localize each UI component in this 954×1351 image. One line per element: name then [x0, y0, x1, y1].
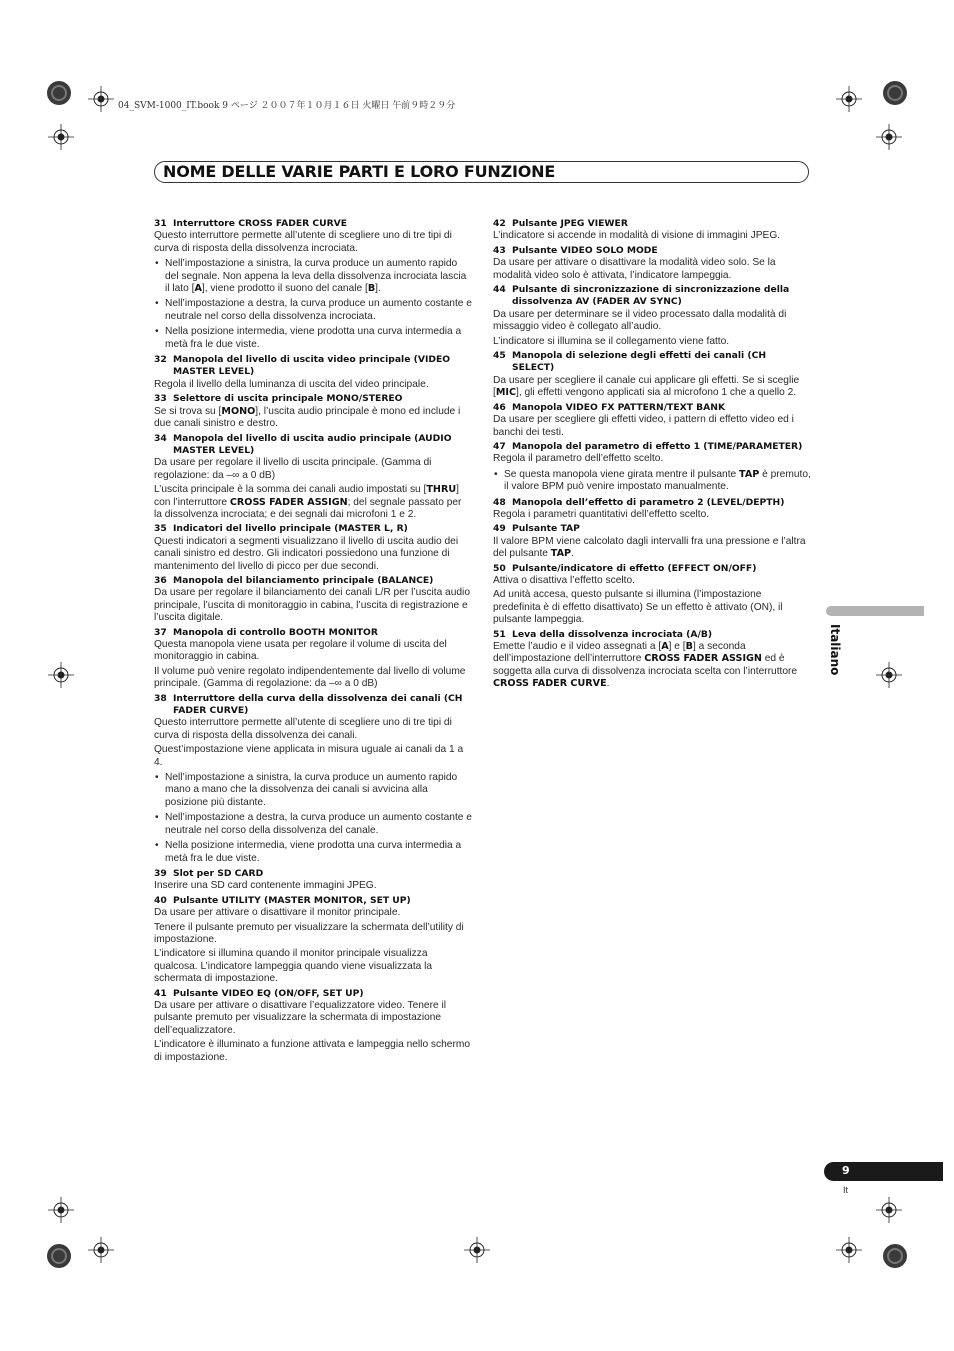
color-target-icon: [882, 80, 908, 106]
item-description: Da usare per determinare se il video processato dalla modalità di missaggio video è collegato all’audio.: [493, 308, 787, 333]
item-description: Questo interruttore permette all’utente di scegliere uno di tre tipi di curva di risposta della dissolvenza dei canali.: [154, 717, 452, 741]
item-title: Manopola del livello di uscita video principale (VIDEO MASTER LEVEL): [173, 354, 451, 378]
item-description: L’uscita principale è la somma dei canali audio impostati su [THRU] con l’interruttore CROSS FADER ASSIGN; del segnale passato per la dissolvenza incrociata; e dei segnali dai microfoni 1 e 2.: [154, 484, 462, 520]
item-number: 45: [493, 350, 506, 362]
item-title: Pulsante VIDEO EQ (ON/OFF, SET UP): [173, 987, 364, 999]
bullet-item: • Se questa manopola viene girata mentre il pulsante TAP è premuto, il valore BPM può venire impostato manualmente.: [493, 469, 811, 494]
item-description: Questi indicatori a segmenti visualizzano il livello di uscita audio dei canali sinistro ed destro. Gli indicatori possiedono una funzione di mantenimento del livello di picco per due secondi.: [154, 535, 459, 572]
item-number: 33: [154, 393, 167, 405]
item-45: [493, 350, 811, 400]
page-number-badge: [824, 1162, 943, 1181]
registration-mark-icon: [88, 86, 114, 112]
section-title-bar: [154, 161, 809, 183]
item-38: [154, 693, 472, 865]
item-description: Questa manopola viene usata per regolare il volume di uscita del monitoraggio in cabina.: [154, 639, 447, 663]
item-description: Questo interruttore permette all’utente di scegliere uno di tre tipi di curva di risposta della dissolvenza incrociata.: [154, 230, 452, 254]
registration-mark-icon: [836, 86, 862, 112]
item-heading: [154, 693, 472, 718]
item-number: 43: [493, 244, 506, 256]
item-34: [154, 433, 472, 522]
item-40: [154, 895, 472, 986]
item-50: [493, 563, 811, 627]
item-heading: [493, 402, 811, 414]
item-heading: [154, 988, 472, 1000]
item-heading: [493, 218, 811, 230]
item-description: Da usare per scegliere il canale cui applicare gli effetti. Se si sceglie [MIC], gli effetti vengono applicati sia al microfono 1 che a quello 2.: [493, 374, 800, 399]
registration-mark-icon: [876, 1197, 902, 1223]
item-48: [493, 497, 811, 522]
item-heading: [493, 497, 811, 509]
item-heading: [154, 868, 472, 880]
item-number: 50: [493, 562, 506, 574]
item-title: Manopola del bilanciamento principale (BALANCE): [173, 574, 434, 586]
item-title: Slot per SD CARD: [173, 867, 264, 879]
registration-mark-icon: [464, 1237, 490, 1263]
item-39: [154, 868, 472, 893]
item-number: 40: [154, 894, 167, 906]
item-title: Pulsante/indicatore di effetto (EFFECT ON/OFF): [512, 562, 757, 574]
color-target-icon: [46, 1243, 72, 1269]
language-tab: [828, 624, 852, 684]
item-title: Interruttore della curva della dissolvenza dei canali (CH FADER CURVE): [173, 692, 463, 717]
item-title: Pulsante JPEG VIEWER: [512, 218, 628, 229]
language-tab-bar: [826, 606, 924, 616]
item-number: 51: [493, 628, 506, 640]
bullet-item: • Nella posizione intermedia, viene prodotta una curva intermedia a metà fra le due viste.: [154, 840, 472, 865]
item-number: 38: [154, 692, 167, 704]
item-32: [154, 354, 472, 391]
item-heading: [154, 393, 472, 405]
registration-mark-icon: [48, 1197, 74, 1223]
item-43: [493, 245, 811, 282]
item-36: [154, 575, 472, 625]
item-description: Inserire una SD card contenente immagini JPEG.: [154, 880, 377, 892]
item-title: Leva della dissolvenza incrociata (A/B): [512, 628, 713, 640]
item-number: 48: [493, 496, 506, 508]
item-title: Pulsante UTILITY (MASTER MONITOR, SET UP): [173, 894, 411, 906]
page-title: NOME DELLE VARIE PARTI E LORO FUNZIONE: [163, 162, 556, 181]
item-heading: [493, 350, 811, 375]
item-description: Da usare per scegliere gli effetti video, i pattern di effetto video ed i banchi dei testi.: [493, 414, 794, 438]
item-number: 32: [154, 354, 167, 366]
item-description: Attiva o disattiva l’effetto scelto.: [493, 574, 635, 586]
bullet-list: [493, 469, 811, 494]
item-title: Manopola del parametro di effetto 1 (TIME/PARAMETER): [512, 440, 803, 452]
item-description: Se si trova su [MONO], l’uscita audio principale è mono ed include i due canali sinistro e destro.: [154, 405, 461, 430]
language-tab-label: Italiano: [828, 624, 842, 676]
item-title: Selettore di uscita principale MONO/STEREO: [173, 393, 403, 405]
item-41: [154, 988, 472, 1064]
item-description: Da usare per regolare il livello di uscita principale. (Gamma di regolazione: da –∞ a 0 dB): [154, 457, 432, 481]
item-heading: [154, 895, 472, 907]
color-target-icon: [882, 1243, 908, 1269]
item-description: Quest’impostazione viene applicata in misura uguale ai canali da 1 a 4.: [154, 744, 464, 768]
item-description: Il valore BPM viene calcolato dagli intervalli fra una pressione e l’altra del pulsante TAP.: [493, 535, 806, 560]
item-heading: [493, 629, 811, 641]
color-target-icon: [46, 80, 72, 106]
item-title: Pulsante di sincronizzazione di sincronizzazione della dissolvenza AV (FADER AV SYNC): [512, 284, 790, 308]
item-46: [493, 402, 811, 439]
item-description: Ad unità accesa, questo pulsante si illumina (l’impostazione predefinita è di effetto disattivato) Se un effetto è attivato (ON), il pulsante lampeggia.: [493, 589, 783, 626]
item-51: [493, 629, 811, 691]
bullet-item: • Nell’impostazione a sinistra, la curva produce un aumento rapido del segnale. Non appena la leva della dissolvenza incrociata lascia il lato [A], viene prodotto il suono del canale [B].: [154, 258, 472, 295]
item-description: Regola il parametro dell’effetto scelto.: [493, 453, 664, 465]
item-heading: [154, 218, 472, 230]
bullet-list: [154, 772, 472, 865]
item-heading: [154, 433, 472, 458]
item-44: [493, 284, 811, 348]
item-37: [154, 627, 472, 691]
registration-mark-icon: [88, 1237, 114, 1263]
item-number: 47: [493, 440, 506, 452]
item-description: Emette l’audio e il video assegnati a [A] e [B] a seconda dell’impostazione dell’interruttore CROSS FADER ASSIGN ed è soggetta alla curva di dissolvenza incrociata scelta con l’interruttore CROSS FADER CURVE.: [493, 641, 798, 690]
item-heading: [493, 284, 811, 309]
item-title: Manopola del livello di uscita audio principale (AUDIO MASTER LEVEL): [173, 432, 452, 456]
item-number: 46: [493, 401, 506, 413]
item-heading: [493, 441, 811, 453]
item-number: 36: [154, 574, 167, 586]
registration-mark-icon: [876, 124, 902, 150]
bullet-list: [154, 258, 472, 351]
item-heading: [493, 563, 811, 575]
left-column: [154, 218, 472, 1066]
registration-mark-icon: [48, 662, 74, 688]
item-33: [154, 393, 472, 430]
item-title: Manopola dell’effetto di parametro 2 (LEVEL/DEPTH): [512, 496, 785, 508]
item-description: Regola il livello della luminanza di uscita del video principale.: [154, 378, 429, 390]
item-number: 41: [154, 987, 167, 999]
item-title: Manopola di selezione degli effetti dei canali (CH SELECT): [512, 350, 767, 374]
item-description: Regola i parametri quantitativi dell’effetto scelto.: [493, 508, 710, 520]
item-description: Tenere il pulsante premuto per visualizzare la schermata dell’utility di impostazione.: [154, 921, 464, 945]
item-description: L’indicatore si accende in modalità di visione di immagini JPEG.: [493, 230, 781, 242]
item-number: 34: [154, 432, 167, 444]
item-title: Manopola di controllo BOOTH MONITOR: [173, 626, 378, 638]
item-number: 49: [493, 523, 506, 535]
item-number: 39: [154, 867, 167, 879]
item-description: L’indicatore è illuminato a funzione attivata e lampeggia nello schermo di impostazione.: [154, 1039, 471, 1063]
item-description: L’indicatore si illumina se il collegamento viene fatto.: [493, 335, 730, 347]
item-42: [493, 218, 811, 243]
item-number: 31: [154, 218, 167, 229]
item-heading: [154, 575, 472, 587]
item-heading: [154, 354, 472, 379]
item-description: Da usare per attivare o disattivare il monitor principale.: [154, 907, 401, 919]
registration-mark-icon: [836, 1237, 862, 1263]
item-47: [493, 441, 811, 494]
right-column: [493, 218, 811, 693]
item-number: 44: [493, 284, 506, 296]
item-heading: [154, 627, 472, 639]
bullet-item: • Nella posizione intermedia, viene prodotta una curva intermedia a metà fra le due viste.: [154, 326, 472, 351]
bullet-item: • Nell’impostazione a sinistra, la curva produce un aumento rapido mano a mano che la dissolvenza dei canali si avvicina alla posizione più distante.: [154, 772, 472, 809]
item-title: Pulsante TAP: [512, 523, 580, 535]
item-description: L’indicatore si illumina quando il monitor principale visualizza qualcosa. L’indicatore lampeggia quando viene visualizzata la schermata di impostazione.: [154, 948, 433, 985]
page-language-code: It: [843, 1185, 849, 1195]
item-number: 42: [493, 218, 506, 229]
item-49: [493, 523, 811, 560]
item-description: Il volume può venire regolato indipendentemente dal livello di volume principale. (Gamma di regolazione: da –∞ a 0 dB): [154, 665, 466, 690]
item-heading: [493, 245, 811, 257]
item-description: Da usare per regolare il bilanciamento dei canali L/R per l’uscita audio principale, l’uscita di monitoraggio in cabina, l’uscita di registrazione e l’uscita digitale.: [154, 587, 470, 624]
registration-mark-icon: [876, 662, 902, 688]
item-title: Interruttore CROSS FADER CURVE: [173, 218, 348, 229]
print-header-line: 04_SVM-1000_IT.book 9 ページ ２００７年１０月１６日 火曜日 午前９時２９分: [118, 101, 456, 111]
item-heading: [154, 523, 472, 535]
registration-mark-icon: [48, 124, 74, 150]
item-number: 35: [154, 523, 167, 535]
item-description: Da usare per attivare o disattivare l’equalizzatore video. Tenere il pulsante premuto per visualizzare la schermata di impostazione dell’equalizzatore.: [154, 999, 447, 1036]
bullet-item: • Nell’impostazione a destra, la curva produce un aumento costante e neutrale nel corso della dissolvenza del canale.: [154, 812, 472, 837]
item-31: [154, 218, 472, 351]
item-title: Indicatori del livello principale (MASTER L, R): [173, 523, 408, 535]
bullet-item: • Nell’impostazione a destra, la curva produce un aumento costante e neutrale nel corso della dissolvenza incrociata.: [154, 298, 472, 323]
page-number: 9: [842, 1164, 850, 1177]
item-number: 37: [154, 626, 167, 638]
item-title: Pulsante VIDEO SOLO MODE: [512, 244, 658, 256]
item-description: Da usare per attivare o disattivare la modalità video solo. Se la modalità video solo è attivata, l’indicatore lampeggia.: [493, 257, 776, 281]
item-title: Manopola VIDEO FX PATTERN/TEXT BANK: [512, 401, 726, 413]
item-35: [154, 523, 472, 573]
item-heading: [493, 523, 811, 535]
